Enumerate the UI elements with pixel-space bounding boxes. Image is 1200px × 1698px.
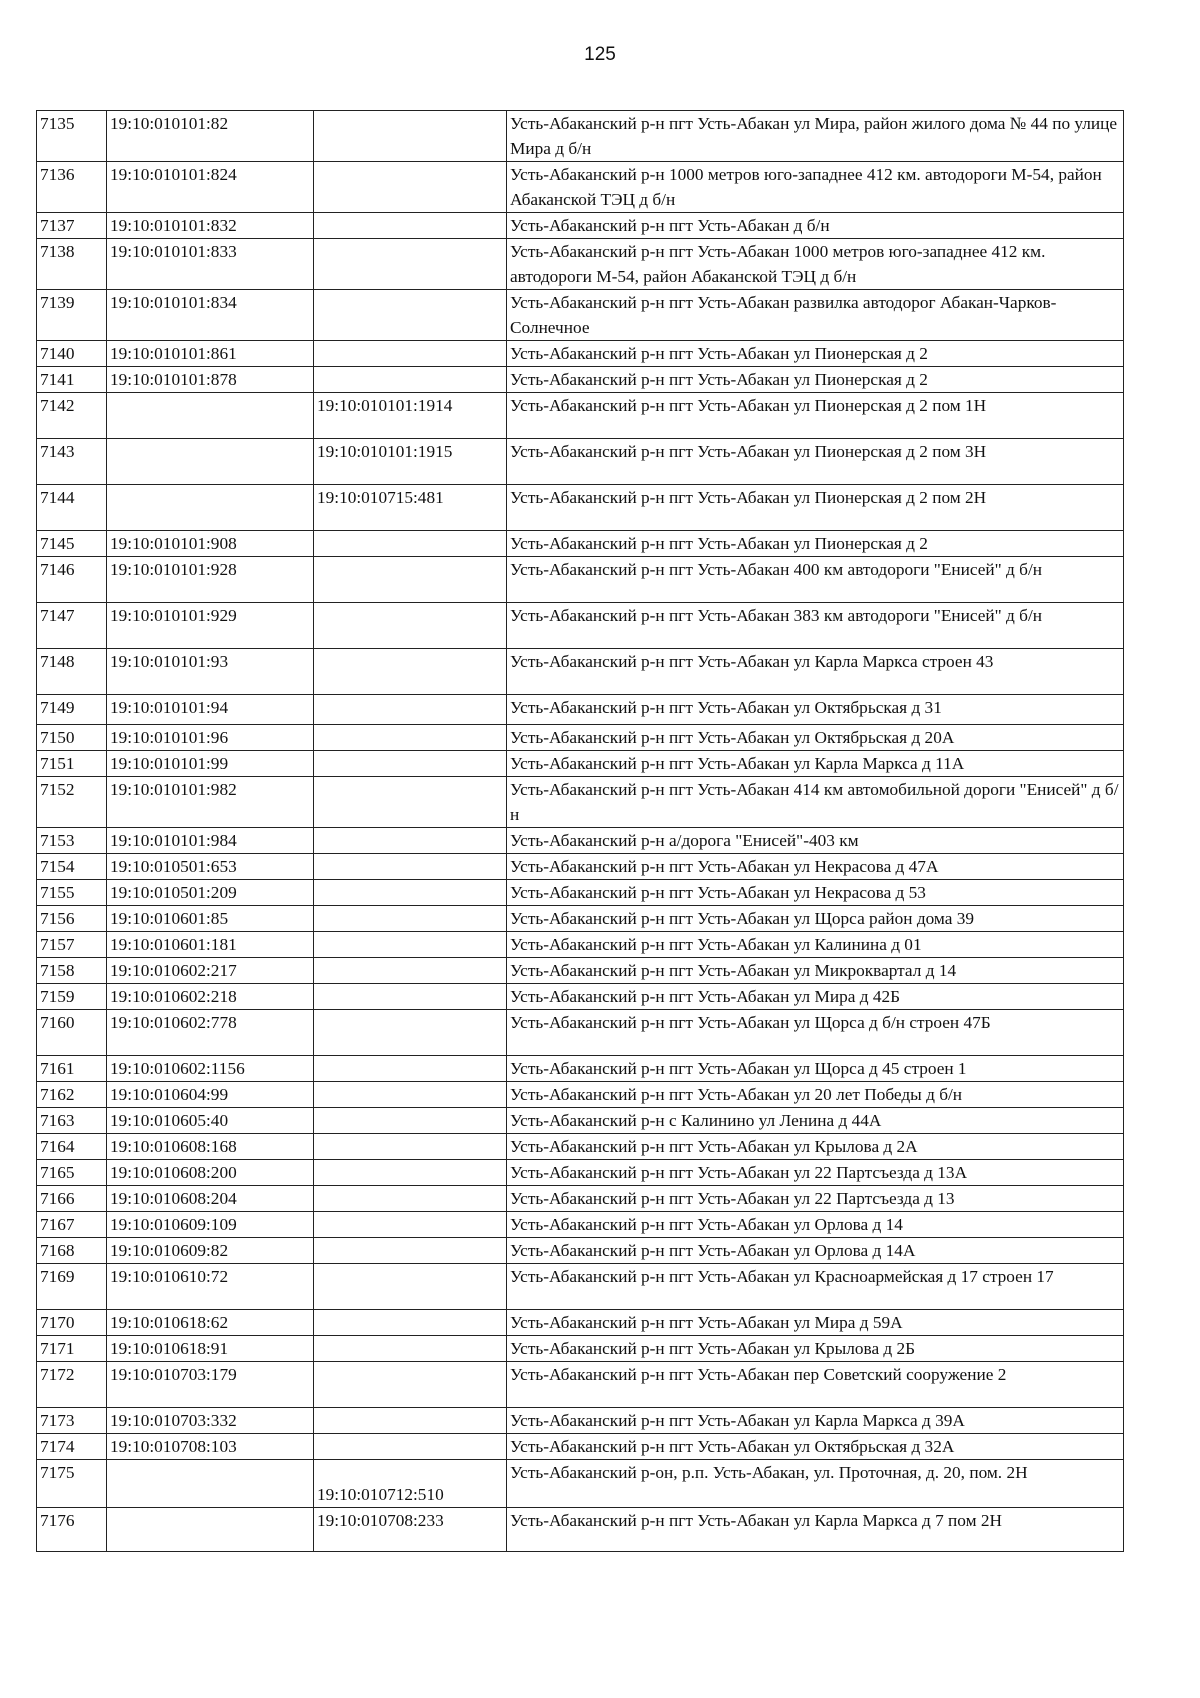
room-cadastral-number-cell: 19:10:010101:1914 [314,393,507,439]
cadastral-number-cell: 19:10:010610:72 [107,1264,314,1310]
cadastral-number-cell [107,1460,314,1508]
address-cell: Усть-Абаканский р-н пгт Усть-Абакан ул Пионерская д 2 пом 3Н [507,439,1124,485]
table-row [37,906,1124,932]
address-cell: Усть-Абаканский р-н пгт Усть-Абакан 1000 метров юго-западнее 412 км. автодороги М-54, район Абаканской ТЭЦ д б/н [507,239,1124,290]
address-cell: Усть-Абаканский р-н пгт Усть-Абакан ул Пионерская д 2 [507,531,1124,557]
table-row [37,649,1124,695]
address-cell: Усть-Абаканский р-н пгт Усть-Абакан ул Карла Маркса д 39А [507,1408,1124,1434]
address-cell: Усть-Абаканский р-н пгт Усть-Абакан ул 20 лет Победы д б/н [507,1082,1124,1108]
room-cadastral-number-cell [314,932,507,958]
room-cadastral-number-cell [314,1238,507,1264]
room-cadastral-number-cell [314,1108,507,1134]
cadastral-number-cell: 19:10:010101:982 [107,777,314,828]
table-row [37,603,1124,649]
row-number-cell: 7174 [37,1434,107,1460]
address-cell: Усть-Абаканский р-н пгт Усть-Абакан развилка автодорог Абакан-Чарков-Солнечное [507,290,1124,341]
table-row [37,213,1124,239]
address-cell: Усть-Абаканский р-н пгт Усть-Абакан ул Микроквартал д 14 [507,958,1124,984]
address-cell: Усть-Абаканский р-н пгт Усть-Абакан ул Октябрьская д 20А [507,725,1124,751]
row-number-cell: 7163 [37,1108,107,1134]
address-cell: Усть-Абаканский р-н пгт Усть-Абакан д б/н [507,213,1124,239]
row-number-cell: 7140 [37,341,107,367]
row-number-cell: 7160 [37,1010,107,1056]
address-cell: Усть-Абаканский р-н 1000 метров юго-западнее 412 км. автодороги М-54, район Абаканской ТЭЦ д б/н [507,162,1124,213]
cadastral-number-cell: 19:10:010604:99 [107,1082,314,1108]
cadastral-number-cell: 19:10:010605:40 [107,1108,314,1134]
table-row [37,393,1124,439]
row-number-cell: 7170 [37,1310,107,1336]
cadastral-number-cell [107,439,314,485]
room-cadastral-number-cell [314,1336,507,1362]
table-row [37,1310,1124,1336]
cadastral-number-cell: 19:10:010608:200 [107,1160,314,1186]
room-cadastral-number-cell [314,906,507,932]
address-cell: Усть-Абаканский р-н пгт Усть-Абакан ул Карла Маркса д 7 пом 2Н [507,1508,1124,1552]
table-row [37,1408,1124,1434]
row-number-cell: 7146 [37,557,107,603]
room-cadastral-number-cell [314,1408,507,1434]
table-row [37,162,1124,213]
row-number-cell: 7151 [37,751,107,777]
table-row [37,1056,1124,1082]
room-cadastral-number-cell: 19:10:010101:1915 [314,439,507,485]
row-number-cell: 7142 [37,393,107,439]
address-cell: Усть-Абаканский р-н пгт Усть-Абакан ул Щорса д б/н строен 47Б [507,1010,1124,1056]
table-row [37,854,1124,880]
table-row [37,695,1124,725]
row-number-cell: 7145 [37,531,107,557]
cadastral-number-cell [107,485,314,531]
cadastral-number-cell: 19:10:010101:984 [107,828,314,854]
row-number-cell: 7157 [37,932,107,958]
room-cadastral-number-cell [314,695,507,725]
room-cadastral-number-cell [314,367,507,393]
row-number-cell: 7149 [37,695,107,725]
address-cell: Усть-Абаканский р-н пгт Усть-Абакан 414 км автомобильной дороги "Енисей" д б/н [507,777,1124,828]
row-number-cell: 7150 [37,725,107,751]
row-number-cell: 7152 [37,777,107,828]
address-cell: Усть-Абаканский р-н пгт Усть-Абакан ул Мира, район жилого дома № 44 по улице Мира д б/н [507,111,1124,162]
table-row [37,1082,1124,1108]
row-number-cell: 7141 [37,367,107,393]
cadastral-number-cell: 19:10:010602:218 [107,984,314,1010]
cadastral-number-cell: 19:10:010101:82 [107,111,314,162]
address-cell: Усть-Абаканский р-н пгт Усть-Абакан ул Красноармейская д 17 строен 17 [507,1264,1124,1310]
address-cell: Усть-Абаканский р-н пгт Усть-Абакан ул Орлова д 14 [507,1212,1124,1238]
cadastral-number-cell: 19:10:010101:833 [107,239,314,290]
row-number-cell: 7172 [37,1362,107,1408]
table-row [37,958,1124,984]
address-cell: Усть-Абаканский р-н пгт Усть-Абакан ул Октябрьская д 32А [507,1434,1124,1460]
row-number-cell: 7154 [37,854,107,880]
table-row [37,932,1124,958]
row-number-cell: 7166 [37,1186,107,1212]
address-cell: Усть-Абаканский р-н пгт Усть-Абакан ул Щорса д 45 строен 1 [507,1056,1124,1082]
table-row [37,557,1124,603]
address-cell: Усть-Абаканский р-н пгт Усть-Абакан ул Некрасова д 53 [507,880,1124,906]
table-row [37,1264,1124,1310]
room-cadastral-number-cell [314,111,507,162]
table-row [37,984,1124,1010]
registry-body [37,111,1124,1552]
row-number-cell: 7148 [37,649,107,695]
address-cell: Усть-Абаканский р-н пгт Усть-Абакан 400 км автодороги "Енисей" д б/н [507,557,1124,603]
room-cadastral-number-cell [314,603,507,649]
cadastral-number-cell: 19:10:010101:93 [107,649,314,695]
room-cadastral-number-cell: 19:10:010715:481 [314,485,507,531]
table-row [37,1134,1124,1160]
address-cell: Усть-Абаканский р-н пгт Усть-Абакан ул Пионерская д 2 пом 1Н [507,393,1124,439]
table-row [37,777,1124,828]
cadastral-number-cell: 19:10:010101:94 [107,695,314,725]
room-cadastral-number-cell [314,828,507,854]
cadastral-number-cell: 19:10:010608:168 [107,1134,314,1160]
address-cell: Усть-Абаканский р-н пгт Усть-Абакан ул Крылова д 2А [507,1134,1124,1160]
cadastral-number-cell: 19:10:010602:778 [107,1010,314,1056]
row-number-cell: 7139 [37,290,107,341]
row-number-cell: 7173 [37,1408,107,1434]
table-row [37,1238,1124,1264]
address-cell: Усть-Абаканский р-н пгт Усть-Абакан пер Советский сооружение 2 [507,1362,1124,1408]
row-number-cell: 7159 [37,984,107,1010]
room-cadastral-number-cell [314,1264,507,1310]
row-number-cell: 7168 [37,1238,107,1264]
room-cadastral-number-cell [314,1082,507,1108]
cadastral-number-cell: 19:10:010618:91 [107,1336,314,1362]
cadastral-number-cell: 19:10:010708:103 [107,1434,314,1460]
address-cell: Усть-Абаканский р-н пгт Усть-Абакан ул Щорса район дома 39 [507,906,1124,932]
cadastral-number-cell: 19:10:010101:861 [107,341,314,367]
cadastral-number-cell: 19:10:010501:653 [107,854,314,880]
address-cell: Усть-Абаканский р-н пгт Усть-Абакан ул Октябрьская д 31 [507,695,1124,725]
room-cadastral-number-cell [314,1010,507,1056]
room-cadastral-number-cell [314,213,507,239]
row-number-cell: 7156 [37,906,107,932]
table-row [37,341,1124,367]
table-row [37,725,1124,751]
table-row [37,239,1124,290]
room-cadastral-number-cell [314,984,507,1010]
room-cadastral-number-cell [314,1134,507,1160]
room-cadastral-number-cell: 19:10:010712:510 [314,1460,507,1508]
room-cadastral-number-cell [314,1186,507,1212]
cadastral-number-cell: 19:10:010101:832 [107,213,314,239]
cadastral-number-cell: 19:10:010101:878 [107,367,314,393]
row-number-cell: 7167 [37,1212,107,1238]
row-number-cell: 7138 [37,239,107,290]
cadastral-number-cell: 19:10:010101:96 [107,725,314,751]
room-cadastral-number-cell [314,751,507,777]
address-cell: Усть-Абаканский р-н пгт Усть-Абакан ул Пионерская д 2 [507,341,1124,367]
cadastral-number-cell: 19:10:010601:85 [107,906,314,932]
row-number-cell: 7147 [37,603,107,649]
room-cadastral-number-cell [314,1434,507,1460]
address-cell: Усть-Абаканский р-н пгт Усть-Абакан ул Мира д 42Б [507,984,1124,1010]
room-cadastral-number-cell [314,1212,507,1238]
room-cadastral-number-cell [314,1160,507,1186]
cadastral-number-cell: 19:10:010501:209 [107,880,314,906]
cadastral-number-cell: 19:10:010101:908 [107,531,314,557]
address-cell: Усть-Абаканский р-н пгт Усть-Абакан ул Пионерская д 2 пом 2Н [507,485,1124,531]
address-cell: Усть-Абаканский р-н пгт Усть-Абакан ул Крылова д 2Б [507,1336,1124,1362]
address-cell: Усть-Абаканский р-н пгт Усть-Абакан ул Карла Маркса д 11А [507,751,1124,777]
cadastral-number-cell: 19:10:010609:109 [107,1212,314,1238]
row-number-cell: 7135 [37,111,107,162]
room-cadastral-number-cell [314,649,507,695]
address-cell: Усть-Абаканский р-н пгт Усть-Абакан ул Орлова д 14А [507,1238,1124,1264]
row-number-cell: 7175 [37,1460,107,1508]
table-row [37,751,1124,777]
row-number-cell: 7176 [37,1508,107,1552]
table-row [37,290,1124,341]
row-number-cell: 7136 [37,162,107,213]
address-cell: Усть-Абаканский р-н с Калинино ул Ленина д 44А [507,1108,1124,1134]
table-row [37,1010,1124,1056]
cadastral-number-cell: 19:10:010602:1156 [107,1056,314,1082]
table-row [37,485,1124,531]
table-row [37,1460,1124,1508]
room-cadastral-number-cell [314,239,507,290]
cadastral-number-cell [107,1508,314,1552]
room-cadastral-number-cell [314,1310,507,1336]
room-cadastral-number-cell [314,1362,507,1408]
room-cadastral-number-cell [314,290,507,341]
room-cadastral-number-cell [314,958,507,984]
table-row [37,1362,1124,1408]
table-row [37,1186,1124,1212]
room-cadastral-number-cell [314,854,507,880]
cadastral-number-cell: 19:10:010101:824 [107,162,314,213]
row-number-cell: 7161 [37,1056,107,1082]
address-cell: Усть-Абаканский р-н пгт Усть-Абакан ул Пионерская д 2 [507,367,1124,393]
cadastral-number-cell: 19:10:010601:181 [107,932,314,958]
row-number-cell: 7144 [37,485,107,531]
cadastral-number-cell: 19:10:010101:99 [107,751,314,777]
cadastral-number-cell: 19:10:010703:179 [107,1362,314,1408]
cadastral-number-cell: 19:10:010101:834 [107,290,314,341]
table-row [37,111,1124,162]
room-cadastral-number-cell [314,880,507,906]
room-cadastral-number-cell [314,531,507,557]
cadastral-number-cell: 19:10:010703:332 [107,1408,314,1434]
address-cell: Усть-Абаканский р-н а/дорога "Енисей"-403 км [507,828,1124,854]
address-cell: Усть-Абаканский р-н пгт Усть-Абакан ул 22 Партсъезда д 13 [507,1186,1124,1212]
registry-table [36,110,1124,1552]
row-number-cell: 7165 [37,1160,107,1186]
room-cadastral-number-cell [314,1056,507,1082]
row-number-cell: 7162 [37,1082,107,1108]
room-cadastral-number-cell [314,725,507,751]
address-cell: Усть-Абаканский р-н пгт Усть-Абакан ул Карла Маркса строен 43 [507,649,1124,695]
table-row [37,828,1124,854]
room-cadastral-number-cell: 19:10:010708:233 [314,1508,507,1552]
cadastral-number-cell: 19:10:010101:928 [107,557,314,603]
table-row [37,367,1124,393]
room-cadastral-number-cell [314,341,507,367]
cadastral-number-cell: 19:10:010609:82 [107,1238,314,1264]
table-row [37,1508,1124,1552]
address-cell: Усть-Абаканский р-н пгт Усть-Абакан ул 22 Партсъезда д 13А [507,1160,1124,1186]
room-cadastral-number-cell [314,777,507,828]
row-number-cell: 7164 [37,1134,107,1160]
table-row [37,1434,1124,1460]
address-cell: Усть-Абаканский р-н пгт Усть-Абакан ул Калинина д 01 [507,932,1124,958]
table-row [37,1212,1124,1238]
table-row [37,1336,1124,1362]
cadastral-number-cell: 19:10:010618:62 [107,1310,314,1336]
row-number-cell: 7169 [37,1264,107,1310]
cadastral-number-cell [107,393,314,439]
page-number: 125 [584,44,616,65]
row-number-cell: 7137 [37,213,107,239]
address-cell: Усть-Абаканский р-н пгт Усть-Абакан ул Некрасова д 47А [507,854,1124,880]
room-cadastral-number-cell [314,557,507,603]
cadastral-number-cell: 19:10:010101:929 [107,603,314,649]
room-cadastral-number-cell [314,162,507,213]
address-cell: Усть-Абаканский р-он, р.п. Усть-Абакан, ул. Проточная, д. 20, пом. 2Н [507,1460,1124,1508]
row-number-cell: 7143 [37,439,107,485]
address-cell: Усть-Абаканский р-н пгт Усть-Абакан 383 км автодороги "Енисей" д б/н [507,603,1124,649]
row-number-cell: 7158 [37,958,107,984]
table-row [37,531,1124,557]
table-row [37,1108,1124,1134]
cadastral-number-cell: 19:10:010608:204 [107,1186,314,1212]
table-row [37,1160,1124,1186]
row-number-cell: 7153 [37,828,107,854]
address-cell: Усть-Абаканский р-н пгт Усть-Абакан ул Мира д 59А [507,1310,1124,1336]
table-row [37,880,1124,906]
row-number-cell: 7155 [37,880,107,906]
table-row [37,439,1124,485]
row-number-cell: 7171 [37,1336,107,1362]
cadastral-number-cell: 19:10:010602:217 [107,958,314,984]
